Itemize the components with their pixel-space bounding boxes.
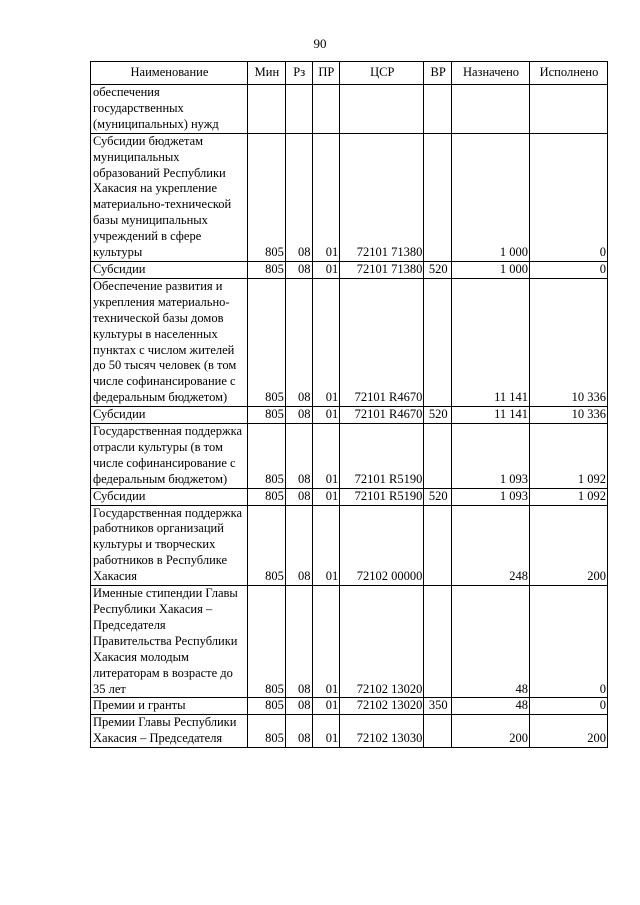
cell-name: Обеспечение развития и укрепления материально-технической базы домов культуры в населенных пунктах с числом жителей до 50 тысяч человек (в том числе софинансирование с федеральным бюджетом) [91,278,248,406]
cell-min: 805 [247,261,285,278]
cell-pr: 01 [312,133,340,261]
cell-assigned: 1 093 [452,424,530,489]
cell-pr: 01 [312,424,340,489]
cell-name: Субсидии [91,261,248,278]
cell-rz: 08 [285,715,312,748]
cell-pr: 01 [312,698,340,715]
cell-rz: 08 [285,278,312,406]
table-row [91,488,608,505]
cell-name: Премии Главы Республики Хакасия – Председателя [91,715,248,748]
cell-assigned: 11 141 [452,278,530,406]
cell-min [247,85,285,134]
table-row [91,505,608,586]
header-min: Мин [247,62,285,85]
header-csr: ЦСР [340,62,424,85]
cell-executed: 200 [529,715,607,748]
cell-csr: 72101 R4670 [340,407,424,424]
cell-pr: 01 [312,488,340,505]
cell-min: 805 [247,505,285,586]
header-rz: Рз [285,62,312,85]
cell-min: 805 [247,488,285,505]
cell-pr: 01 [312,261,340,278]
table-row [91,278,608,406]
cell-vr [424,715,452,748]
cell-vr: 520 [424,261,452,278]
cell-pr: 01 [312,715,340,748]
cell-executed [529,85,607,134]
cell-assigned: 200 [452,715,530,748]
cell-executed: 0 [529,698,607,715]
cell-min: 805 [247,698,285,715]
table-row [91,424,608,489]
cell-assigned: 11 141 [452,407,530,424]
cell-vr [424,505,452,586]
table-row [91,133,608,261]
cell-rz: 08 [285,698,312,715]
header-name: Наименование [91,62,248,85]
table-row [91,407,608,424]
cell-executed: 1 092 [529,488,607,505]
cell-pr: 01 [312,505,340,586]
cell-rz: 08 [285,586,312,698]
cell-executed: 10 336 [529,278,607,406]
cell-csr: 72102 00000 [340,505,424,586]
cell-assigned: 1 000 [452,133,530,261]
cell-assigned: 248 [452,505,530,586]
cell-assigned: 48 [452,698,530,715]
cell-csr: 72101 71380 [340,133,424,261]
header-executed: Исполнено [529,62,607,85]
table-row [91,586,608,698]
cell-name: Государственная поддержка отрасли культуры (в том числе софинансирование с федеральным бюджетом) [91,424,248,489]
cell-csr: 72101 71380 [340,261,424,278]
cell-csr: 72102 13020 [340,586,424,698]
cell-name: Субсидии бюджетам муниципальных образований Республики Хакасия на укрепление материально-технической базы муниципальных учреждений в сфере культуры [91,133,248,261]
cell-vr: 520 [424,407,452,424]
cell-csr: 72102 13030 [340,715,424,748]
cell-min: 805 [247,586,285,698]
cell-rz [285,85,312,134]
page-number: 90 [313,36,327,51]
cell-min: 805 [247,278,285,406]
cell-name: Субсидии [91,407,248,424]
cell-vr [424,586,452,698]
cell-rz: 08 [285,424,312,489]
cell-pr [312,85,340,134]
table-row [91,715,608,748]
table-row [91,698,608,715]
cell-min: 805 [247,424,285,489]
header-vr: ВР [424,62,452,85]
cell-rz: 08 [285,133,312,261]
cell-vr: 350 [424,698,452,715]
cell-executed: 0 [529,133,607,261]
cell-csr: 72101 R5190 [340,424,424,489]
cell-csr: 72101 R4670 [340,278,424,406]
cell-assigned [452,85,530,134]
cell-assigned: 1 000 [452,261,530,278]
cell-executed: 10 336 [529,407,607,424]
cell-rz: 08 [285,488,312,505]
cell-executed: 0 [529,261,607,278]
cell-min: 805 [247,715,285,748]
cell-vr [424,424,452,489]
cell-pr: 01 [312,407,340,424]
table-row [91,85,608,134]
table-header-row [91,62,608,85]
cell-name: Именные стипендии Главы Республики Хакасия – Председателя Правительства Республики Хакасия молодым литераторам в возрасте до 35 лет [91,586,248,698]
cell-vr [424,133,452,261]
table-body [91,85,608,748]
cell-vr [424,85,452,134]
cell-min: 805 [247,407,285,424]
cell-vr: 520 [424,488,452,505]
cell-name: обеспечения государственных (муниципальных) нужд [91,85,248,134]
cell-executed: 200 [529,505,607,586]
table-row [91,261,608,278]
cell-vr [424,278,452,406]
cell-assigned: 48 [452,586,530,698]
cell-assigned: 1 093 [452,488,530,505]
cell-name: Государственная поддержка работников организаций культуры и творческих работников в Республике Хакасия [91,505,248,586]
header-assigned: Назначено [452,62,530,85]
cell-min: 805 [247,133,285,261]
cell-pr: 01 [312,278,340,406]
budget-table [90,61,608,748]
cell-csr [340,85,424,134]
cell-name: Премии и гранты [91,698,248,715]
cell-rz: 08 [285,407,312,424]
cell-pr: 01 [312,586,340,698]
cell-rz: 08 [285,505,312,586]
cell-csr: 72102 13020 [340,698,424,715]
cell-rz: 08 [285,261,312,278]
cell-name: Субсидии [91,488,248,505]
cell-executed: 0 [529,586,607,698]
header-pr: ПР [312,62,340,85]
cell-csr: 72101 R5190 [340,488,424,505]
cell-executed: 1 092 [529,424,607,489]
